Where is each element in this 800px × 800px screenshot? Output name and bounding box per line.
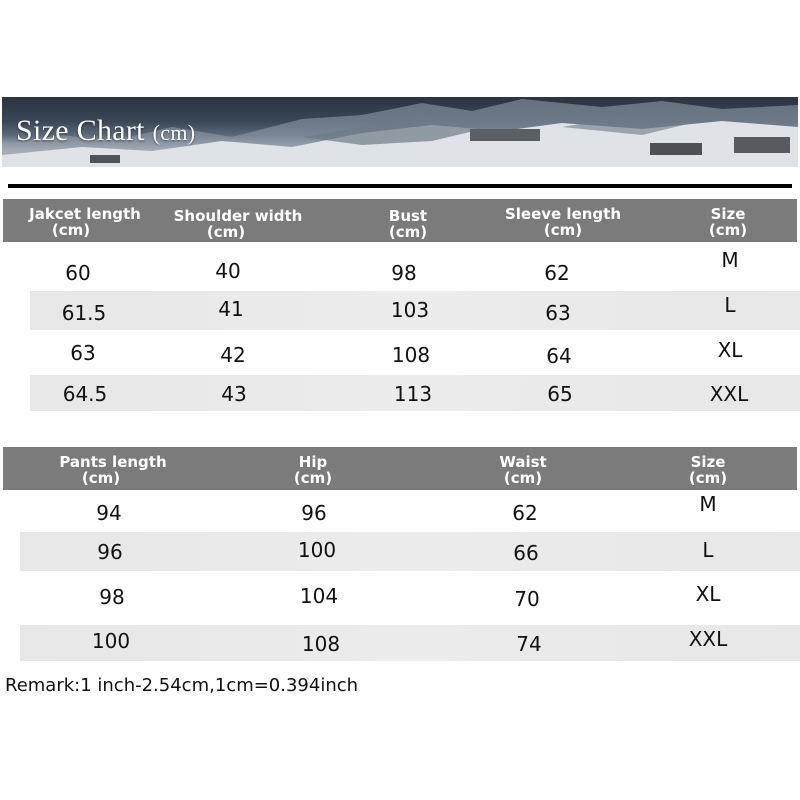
table-cell: XL [695, 582, 721, 606]
divider-line [8, 184, 792, 188]
table-cell: 65 [547, 382, 573, 406]
size-chart-title: Size Chart (cm) [16, 114, 196, 147]
table-cell: 100 [91, 629, 131, 653]
table-cell: 96 [301, 501, 327, 525]
table-cell: 94 [96, 501, 122, 525]
table-cell: 103 [390, 298, 430, 322]
table-cell: 98 [99, 585, 125, 609]
header-bust: Bust (cm) [388, 207, 428, 241]
table-cell: L [702, 538, 714, 562]
table-cell: 96 [97, 540, 123, 564]
header-hip: Hip (cm) [293, 453, 333, 487]
table-row [30, 333, 800, 373]
header-sleeve-length: Sleeve length (cm) [504, 205, 622, 239]
table-cell: 63 [545, 301, 571, 325]
table-cell: 70 [514, 587, 540, 611]
table-row [30, 248, 800, 288]
table-cell: M [721, 248, 739, 272]
table-cell: 40 [215, 259, 241, 283]
table-cell: 66 [513, 541, 539, 565]
table-cell: 100 [297, 538, 337, 562]
header-pants-length: Pants length (cm) [59, 453, 167, 487]
table-cell: XXL [688, 627, 728, 651]
table-cell: 104 [299, 584, 339, 608]
table-cell: 61.5 [61, 301, 107, 325]
table-row [20, 576, 800, 620]
table-cell: 62 [512, 501, 538, 525]
header-jacket-length: Jakcet length (cm) [29, 205, 141, 239]
header-shoulder-width: Shoulder width (cm) [173, 207, 303, 241]
table-cell: 74 [516, 632, 542, 656]
table-cell: 41 [218, 297, 244, 321]
table-cell: 62 [544, 261, 570, 285]
bottom-table-header [3, 447, 797, 490]
table-cell: XXL [709, 382, 749, 406]
table-row [20, 490, 800, 532]
table-row [20, 625, 800, 661]
table-cell: 43 [221, 382, 247, 406]
top-table-header [3, 199, 797, 242]
table-row [20, 532, 800, 571]
table-cell: M [699, 492, 717, 516]
table-cell: 108 [391, 343, 431, 367]
table-cell: 60 [65, 261, 91, 285]
conversion-remark: Remark:1 inch-2.54cm,1cm=0.394inch [5, 675, 359, 696]
table-cell: 113 [393, 382, 433, 406]
header-size: Size (cm) [708, 205, 748, 239]
table-cell: 64.5 [62, 382, 108, 406]
header-size: Size (cm) [688, 453, 728, 487]
table-cell: XL [717, 338, 743, 362]
table-row [30, 291, 800, 330]
header-waist: Waist (cm) [499, 453, 547, 487]
table-cell: L [724, 293, 736, 317]
table-cell: 108 [301, 632, 341, 656]
table-row [30, 375, 800, 411]
table-cell: 64 [546, 344, 572, 368]
table-cell: 63 [70, 341, 96, 365]
table-cell: 42 [220, 343, 246, 367]
table-cell: 98 [391, 261, 417, 285]
